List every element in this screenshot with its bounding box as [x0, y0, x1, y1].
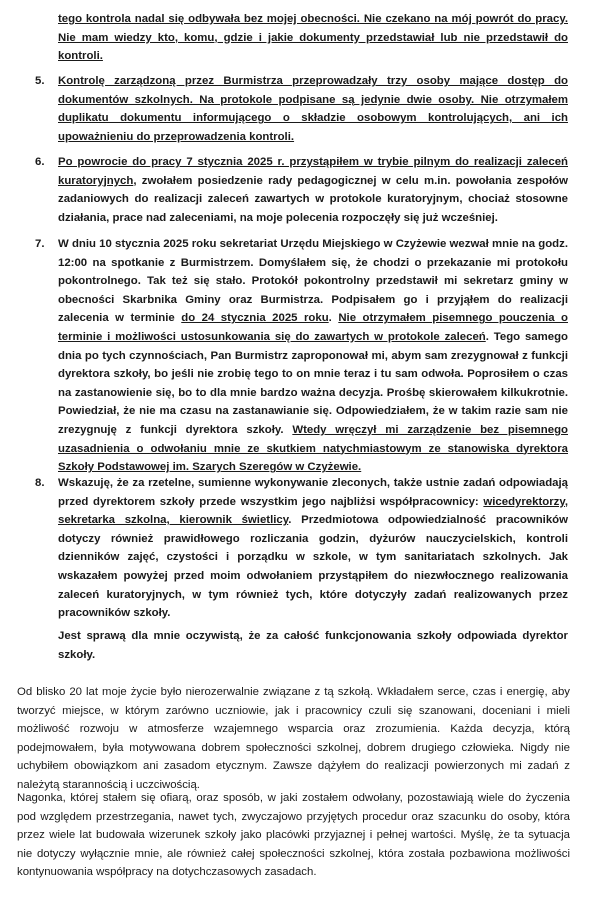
item-6-rest: , zwołałem posiedzenie rady pedagogicznej w celu m.in. powołania zespołów zadaniowych do realizacji zaleceń zawartych w protokole kuratoryjnym, chociaż stosowne działania, prace nad zaleceniami, na moje polecenia rozpoczęły się już wcześniej. — [58, 174, 568, 224]
item-7-underlined-b: Wtedy wręczył mi zarządzenie bez pisemnego uzasadnienia o odwołaniu mnie ze skutkiem natychmiastowym ze stanowiska dyrektora Szkoły Podstawowej im. Szarych Szeregów w Czyżewie. — [58, 423, 568, 474]
paragraph-2: Nagonka, której stałem się ofiarą, oraz sposób, w jaki zostałem odwołany, pozostawiają wiele do życzenia pod względem przestrzegania, nawet tych, zwyczajowo przyjętych procedur oraz szacunku do osoby, która przez wiele lat budowała wizerunek szkoły jako placówki przyjaznej i pełnej wartości. Myślę, że ta sytuacja nie dotyczy wyłącznie mnie, ale również całej społeczności szkolnej, która została pozbawiona możliwości kontynuowania współpracy na dotychczasowych zasadach. — [17, 792, 570, 879]
item-4-continuation: tego kontrola nadal się odbywała bez mojej obecności. Nie czekano na mój powrót do pracy. Nie mam wiedzy kto, komu, gdzie i jakie dokumenty przedstawiał lub nie przedstawił do kontroli. — [58, 13, 568, 63]
item-8-closing: Jest sprawą dla mnie oczywistą, że za całość funkcjonowania szkoły odpowiada dyrektor szkoły. — [58, 630, 568, 661]
item-6-underlined: Po powrocie do pracy 7 stycznia 2025 r. przystąpiłem w trybie pilnym do realizacji zaleceń kuratoryjnych — [58, 156, 568, 187]
item-8-underlined: wicedyrektorzy, sekretarka szkolna, kierownik świetlicy — [58, 495, 568, 527]
item-8-number: 8. — [35, 477, 45, 489]
item-7-date: do 24 stycznia 2025 roku — [181, 312, 329, 325]
item-7-text-c: . Tego samego dnia po tych czynnościach, Pan Burmistrz zaproponował mi, abym sam zrezygnował z funkcji dyrektora szkoły, bo jeśli nie zrobię tego to on mnie teraz i tu sam odwoła. Poprosiłem o czas na zastanowienie się, bo to dla mnie bardzo ważna decyzja. Prośbę skierowałem kilkukrotnie. Powiedział, że nie ma czasu na zastanawianie się. Odpowiedziałem, że w takim razie sam nie zrezygnuję z funkcji dyrektora szkoły. — [58, 330, 568, 436]
item-5-number: 5. — [35, 75, 45, 87]
item-8-text-b: . Przedmiotowa odpowiedzialność pracowników dotyczy również prawidłowego rozliczania godzin, dyżurów nauczycielskich, kontroli dzienników zajęć, czystości i porządku w szkole, w tym sanitariatach szkolnych. Jak wskazałem powyżej przed moim odwołaniem przystąpiłem do niezwłocznego realizowania zaleceń kuratoryjnych, w tym również tych, które dotyczyły zadań realizowanych przez pracowników szkoły. — [58, 514, 568, 620]
item-7-text-a: W dniu 10 stycznia 2025 roku sekretariat Urzędu Miejskiego w Czyżewie wezwał mnie na godz. 12:00 na spotkanie z Burmistrzem. Domyślałem się, że chodzi o przekazanie mi protokołu pokontrolnego. Tak też się stało. Protokół pokontrolny przedstawił mi sekretarz gminy w obecności Skarbnika Gminy oraz Burmistrza. Podpisałem go i przyjąłem do realizacji zalecenia w terminie — [58, 238, 568, 325]
item-6-text — [58, 153, 568, 227]
item-7-number: 7. — [35, 238, 45, 250]
item-7-text-b: . — [328, 312, 339, 325]
item-7-text — [58, 235, 568, 477]
item-8-text — [58, 474, 568, 623]
item-5-text: Kontrolę zarządzoną przez Burmistrza przeprowadzały trzy osoby mające dostęp do dokumentów szkolnych. Na protokole podpisane są jedynie dwie osoby. Nie otrzymałem duplikatu dokumentu informującego o składzie osobowym kontrolujących, ani ich upoważnieniu do przeprowadzenia kontroli. — [58, 75, 568, 143]
item-7-underlined-a: Nie otrzymałem pisemnego pouczenia o terminie i możliwości ustosunkowania się do zawartych w protokole zaleceń — [58, 312, 568, 343]
item-6-number: 6. — [35, 156, 45, 168]
item-8-text-a: Wskazuję, że za rzetelne, sumienne wykonywanie zleconych, także ustnie zadań odpowiadają przed dyrektorem szkoły przede wszystkim jego najbliżsi współpracownicy: — [58, 477, 568, 508]
paragraph-1: Od blisko 20 lat moje życie było nierozerwalnie związane z tą szkołą. Wkładałem serce, czas i energię, aby tworzyć miejsce, w którym zarówno uczniowie, jak i pracownicy czuli się szanowani, doceniani i mieli możliwość rozwoju w atmosferze wzajemnego wsparcia oraz zrozumienia. Każda decyzja, którą podejmowałem, była motywowana dobrem społeczności szkolnej, dobrem drugiego człowieka. Nigdy nie uchybiłem obowiązkom ani zasadom etycznym. Zawsze dążyłem do realizacji powierzonych mi zadań z należytą starannością i uczciwością. — [17, 686, 570, 791]
